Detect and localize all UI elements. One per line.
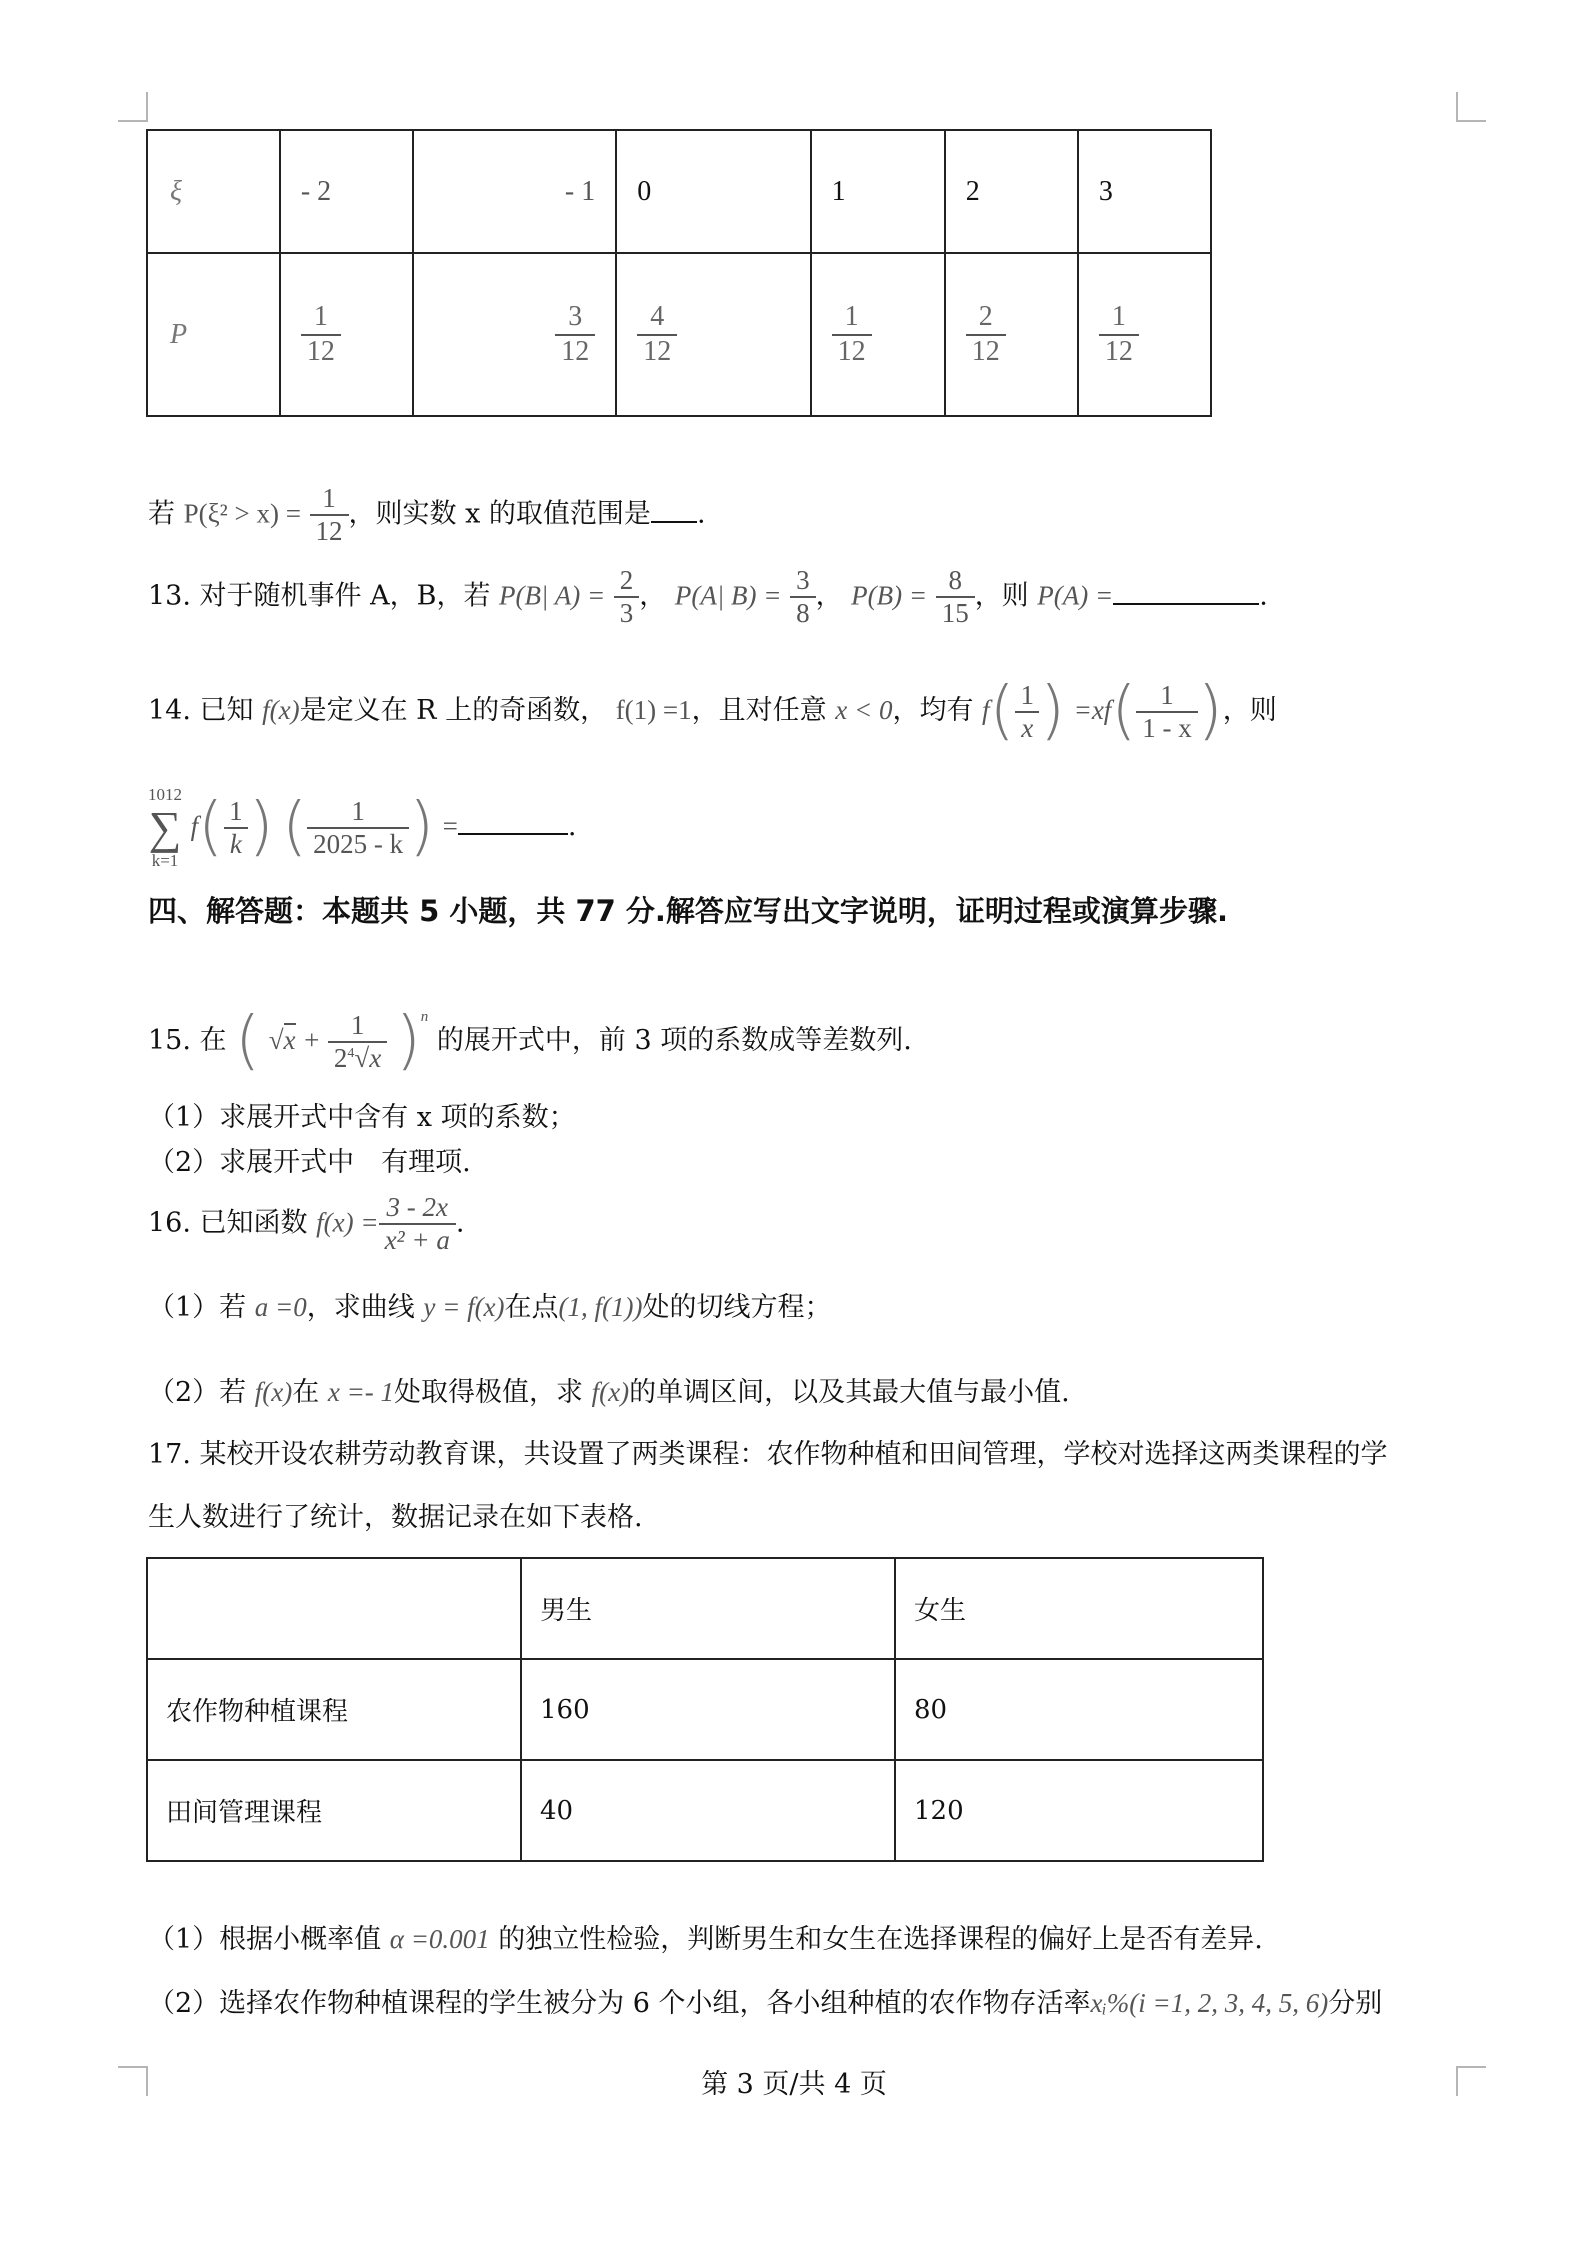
p-value: $\frac{2}{12}$ xyxy=(945,253,1078,416)
answer-blank[interactable] xyxy=(651,520,697,523)
math-expr: P(ξ² > x) = xyxy=(183,498,301,529)
table-header-cell: 女生 xyxy=(895,1558,1263,1659)
table-header-cell: 男生 xyxy=(521,1558,895,1659)
xi-value: 3 xyxy=(1078,130,1211,253)
fraction: $\frac{1}{2025 - k}$ xyxy=(307,796,409,860)
table-cell: 农作物种植课程 xyxy=(147,1659,521,1760)
p-value: $\frac{4}{12}$ xyxy=(616,253,810,416)
text: 16. 已知函数 xyxy=(148,1207,308,1239)
math-expr: P(A| B) = xyxy=(674,580,782,611)
math-expr: y = f(x) xyxy=(423,1292,505,1322)
math-expr: P(A) = xyxy=(1037,580,1114,611)
text: ，均有 xyxy=(892,695,974,727)
paren: ( xyxy=(198,789,224,864)
fraction: $\frac{1}{k}$ xyxy=(223,796,249,860)
question-14-sum xyxy=(148,785,577,870)
fraction: $\frac{8}{15}$ xyxy=(936,565,975,629)
text: 的展开式中，前 3 项的系数成等差数列. xyxy=(436,1025,912,1057)
sum-upper: 1012 xyxy=(148,785,182,804)
paren: ( xyxy=(1111,674,1137,748)
math-expr: f(x) = xyxy=(316,1207,379,1238)
paren: ) xyxy=(1197,674,1223,748)
question-16-part2 xyxy=(148,1375,1070,1410)
text: . xyxy=(567,811,577,843)
text: 处的切线方程； xyxy=(642,1292,832,1323)
question-12-tail xyxy=(148,483,706,547)
summation xyxy=(148,785,182,870)
math-expr: α =0.001 xyxy=(389,1924,490,1954)
paren: ) xyxy=(1040,674,1065,748)
table-cell: 40 xyxy=(521,1760,895,1861)
math-expr: x =- 1 xyxy=(327,1377,395,1407)
text: 的单调区间，以及其最大值与最小值. xyxy=(629,1377,1070,1408)
text: . xyxy=(696,498,706,530)
fraction: $\frac{1}{x}$ xyxy=(1015,680,1041,744)
text: ，则实数 x 的取值范围是 xyxy=(348,498,651,530)
question-14 xyxy=(148,670,1277,753)
math-expr: xᵢ%(i =1, 2, 3, 4, 5, 6) xyxy=(1090,1988,1329,2018)
p-label: P xyxy=(147,253,280,416)
text: （2）选择农作物种植课程的学生被分为 6 个小组，各小组种植的农作物存活率 xyxy=(148,1988,1091,2019)
text: 14. 已知 xyxy=(148,695,254,727)
p-value: $\frac{3}{12}$ xyxy=(413,253,616,416)
xi-label: ξ xyxy=(147,130,280,253)
question-15 xyxy=(148,1000,912,1083)
question-17-line1: 17. 某校开设农耕劳动教育课，共设置了两类课程：农作物种植和田间管理，学校对选择这两类课程的学 xyxy=(148,1439,1388,1470)
fraction: $\frac{3 - 2x}{\text{x² + a}}$ xyxy=(379,1192,456,1256)
sqrt-expr: √x xyxy=(268,1025,296,1056)
math-expr: f(1) =1 xyxy=(615,695,692,726)
xi-value: - 1 xyxy=(413,130,616,253)
text: （1）若 xyxy=(148,1292,247,1323)
text: ，则 xyxy=(974,580,1029,612)
table-row xyxy=(147,253,1211,416)
page-corner-mark xyxy=(1456,92,1486,122)
fraction: $\frac{1}{12}$ xyxy=(310,483,349,547)
text: 分别 xyxy=(1328,1988,1383,2019)
text: ，且对任意 xyxy=(691,695,827,727)
p-value: $\frac{1}{12}$ xyxy=(811,253,945,416)
text: （2）若 xyxy=(148,1377,247,1408)
math-expr: f(x) xyxy=(591,1377,630,1407)
table-row xyxy=(147,1659,1263,1760)
paren: ( xyxy=(235,1004,261,1078)
fraction: $\frac{3}{8}$ xyxy=(790,565,816,629)
table-header-cell xyxy=(147,1558,521,1659)
p-value: $\frac{1}{12}$ xyxy=(280,253,413,416)
text: ，求曲线 xyxy=(306,1292,415,1323)
math-expr: + xyxy=(304,1025,320,1056)
question-15-part2: （2）求展开式中 有理项. xyxy=(148,1147,471,1178)
math-expr: f xyxy=(982,695,990,726)
text: （1）根据小概率值 xyxy=(148,1924,382,1955)
text: . xyxy=(455,1207,465,1239)
sigma-icon: ∑ xyxy=(148,801,182,853)
sum-lower: k=1 xyxy=(151,850,179,870)
distribution-table xyxy=(146,129,1212,417)
table-row xyxy=(147,1760,1263,1861)
question-16 xyxy=(148,1192,464,1256)
fraction: $\frac{2}{3}$ xyxy=(614,565,640,629)
text: . xyxy=(1259,580,1268,612)
question-13: 13. 对于随机事件 A，B，若 P(B| A) = $\frac{2}{3}$ ， P(A| B) = $\frac{3}{8}$ ， P(B) = $\frac{8}{15}$ ，则 P(A) = . xyxy=(148,565,1268,629)
table-cell: 120 xyxy=(895,1760,1263,1861)
question-17-part1 xyxy=(148,1922,1263,1957)
answer-blank[interactable] xyxy=(1113,602,1259,605)
math-expr: x < 0 xyxy=(835,695,893,726)
math-expr: (1, f(1)) xyxy=(558,1292,643,1322)
section-heading: 四、解答题：本题共 5 小题，共 77 分.解答应写出文字说明，证明过程或演算步骤. xyxy=(148,894,1228,928)
answer-blank[interactable] xyxy=(458,832,568,835)
question-17-part2 xyxy=(148,1986,1382,2021)
paren: ( xyxy=(989,674,1015,748)
text: 15. 在 xyxy=(148,1025,227,1057)
paren: ( xyxy=(282,789,308,864)
text: 是定义在 R 上的奇函数， xyxy=(299,695,608,727)
text: 若 xyxy=(148,498,175,530)
page-footer: 第 3 页/共 4 页 xyxy=(701,2069,887,2100)
question-16-part1 xyxy=(148,1290,832,1325)
paren: ) xyxy=(395,1004,421,1078)
table-row xyxy=(147,130,1211,253)
text: 在 xyxy=(292,1377,320,1408)
math-expr: = xyxy=(442,811,458,842)
math-expr: f(x) xyxy=(262,695,300,726)
text: 13. 对于随机事件 A，B，若 xyxy=(148,580,491,612)
question-17-line2: 生人数进行了统计，数据记录在如下表格. xyxy=(148,1502,643,1533)
math-expr: f(x) xyxy=(254,1377,293,1407)
xi-value: 1 xyxy=(811,130,945,253)
math-expr: P(B| A) = xyxy=(499,580,606,611)
text: 在点 xyxy=(504,1292,559,1323)
p-value: $\frac{1}{12}$ xyxy=(1078,253,1211,416)
fraction: $\frac{1}{2^4√x}$ xyxy=(328,1010,387,1074)
xi-value: 2 xyxy=(945,130,1078,253)
question-15-part1: （1）求展开式中含有 x 项的系数； xyxy=(148,1102,576,1133)
math-expr: a =0 xyxy=(254,1292,307,1322)
paren: ) xyxy=(409,789,435,864)
fraction: $\frac{1}{1 - x}$ xyxy=(1136,680,1198,744)
math-expr: P(B) = xyxy=(851,580,928,611)
table-header-row xyxy=(147,1558,1263,1659)
table-cell: 田间管理课程 xyxy=(147,1760,521,1861)
text: 处取得极值，求 xyxy=(394,1377,584,1408)
math-expr: f xyxy=(190,811,199,842)
page-corner-mark xyxy=(118,92,148,122)
math-expr: =xf xyxy=(1073,695,1112,726)
course-table xyxy=(146,1557,1264,1862)
text: ，则 xyxy=(1222,695,1277,727)
paren: ) xyxy=(248,789,274,864)
table-cell: 80 xyxy=(895,1659,1263,1760)
table-cell: 160 xyxy=(521,1659,895,1760)
text: 的独立性检验，判断男生和女生在选择课程的偏好上是否有差异. xyxy=(498,1924,1263,1955)
exponent: n xyxy=(420,1009,429,1026)
xi-value: - 2 xyxy=(280,130,413,253)
xi-value: 0 xyxy=(616,130,810,253)
